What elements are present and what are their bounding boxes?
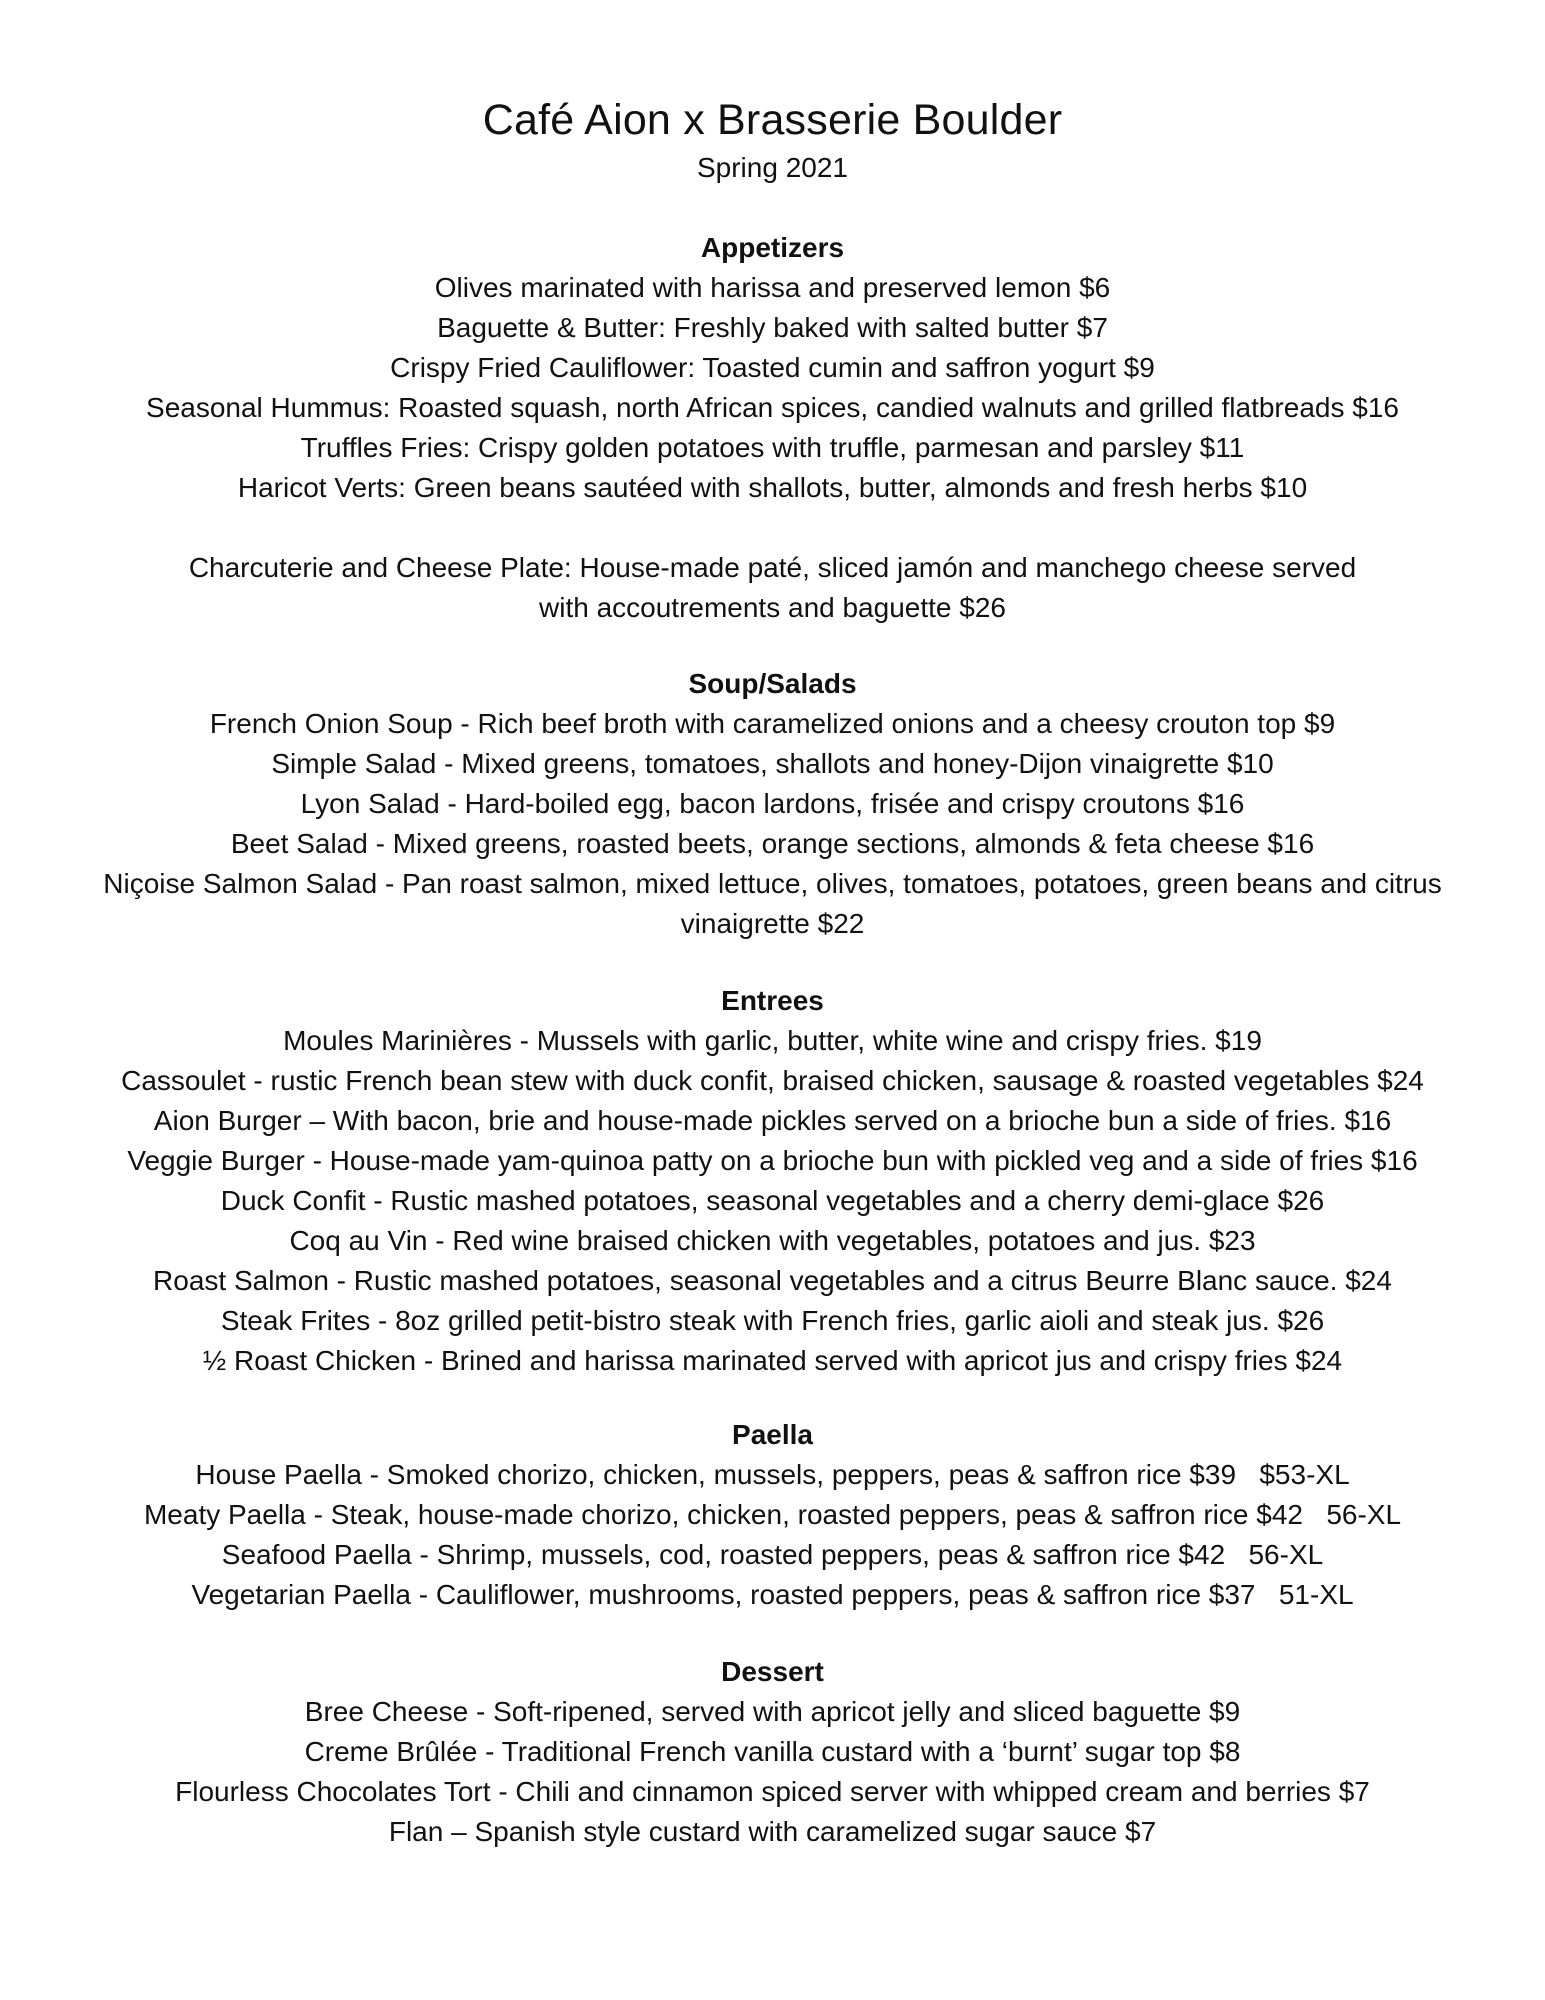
menu-item: Crispy Fried Cauliflower: Toasted cumin and saffron yogurt $9 [390,352,1155,383]
menu-item: Coq au Vin - Red wine braised chicken with vegetables, potatoes and jus. $23 [289,1225,1256,1256]
menu-item: Creme Brûlée - Traditional French vanilla custard with a ‘burnt’ sugar top $8 [304,1736,1241,1767]
section-paella [0,1415,1545,1615]
section-appetizers [0,228,1545,628]
menu-item: French Onion Soup - Rich beef broth with caramelized onions and a cheesy crouton top $9 [209,708,1336,739]
menu-item: Baguette & Butter: Freshly baked with salted butter $7 [437,312,1108,343]
soup-salads-list [0,704,1545,944]
section-dessert [0,1652,1545,1852]
menu-item: Steak Frites - 8oz grilled petit-bistro steak with French fries, garlic aioli and steak jus. $26 [220,1305,1325,1336]
menu-item: Flourless Chocolates Tort - Chili and cinnamon spiced server with whipped cream and berries $7 [175,1776,1370,1807]
section-heading-dessert: Dessert [721,1656,824,1687]
menu-item: Bree Cheese - Soft-ripened, served with apricot jelly and sliced baguette $9 [304,1696,1241,1727]
menu-item: Vegetarian Paella - Cauliflower, mushrooms, roasted peppers, peas & saffron rice $37 51-XL [191,1579,1354,1610]
menu-item: Niçoise Salmon Salad - Pan roast salmon, mixed lettuce, olives, tomatoes, potatoes, green beans and citrus vinaigrette $22 [103,868,1442,939]
menu-item: Simple Salad - Mixed greens, tomatoes, shallots and honey-Dijon vinaigrette $10 [271,748,1274,779]
menu-item: Moules Marinières - Mussels with garlic, butter, white wine and crispy fries. $19 [283,1025,1262,1056]
menu-item: Truffles Fries: Crispy golden potatoes with truffle, parmesan and parsley $11 [300,432,1245,463]
menu-season: Spring 2021 [696,152,848,183]
menu-item: Meaty Paella - Steak, house-made chorizo, chicken, roasted peppers, peas & saffron rice $42 56-XL [143,1499,1402,1530]
menu-item: Veggie Burger - House-made yam-quinoa patty on a brioche bun with pickled veg and a side of fries $16 [127,1145,1418,1176]
menu-item: Seasonal Hummus: Roasted squash, north African spices, candied walnuts and grilled flatbreads $16 [146,392,1399,423]
section-entrees [0,981,1545,1381]
menu-item: Cassoulet - rustic French bean stew with duck confit, braised chicken, sausage & roasted vegetables $24 [121,1065,1424,1096]
section-heading-appetizers: Appetizers [700,232,845,263]
menu-item: Charcuterie and Cheese Plate: House-made paté, sliced jamón and manchego cheese served with accoutrements and baguette $26 [188,552,1357,623]
entrees-list [0,1021,1545,1381]
section-soup-salads [0,664,1545,944]
menu-item: Lyon Salad - Hard-boiled egg, bacon lardons, frisée and crispy croutons $16 [300,788,1245,819]
menu-item: Duck Confit - Rustic mashed potatoes, seasonal vegetables and a cherry demi-glace $26 [220,1185,1325,1216]
menu-item: House Paella - Smoked chorizo, chicken, mussels, peppers, peas & saffron rice $39 $53-XL [195,1459,1350,1490]
menu-item: Olives marinated with harissa and preserved lemon $6 [434,272,1111,303]
appetizers-list [0,268,1545,628]
dessert-list [0,1692,1545,1852]
section-heading-paella: Paella [732,1419,813,1450]
menu-title: Café Aion x Brasserie Boulder [482,96,1063,144]
menu-item: Haricot Verts: Green beans sautéed with shallots, butter, almonds and fresh herbs $10 [237,472,1308,503]
paella-list [0,1455,1545,1615]
menu-item: Aion Burger – With bacon, brie and house-made pickles served on a brioche bun a side of fries. $16 [153,1105,1392,1136]
menu-item: Roast Salmon - Rustic mashed potatoes, seasonal vegetables and a citrus Beurre Blanc sauce. $24 [153,1265,1392,1296]
menu-item: Seafood Paella - Shrimp, mussels, cod, roasted peppers, peas & saffron rice $42 56-XL [221,1539,1324,1570]
menu-item: ½ Roast Chicken - Brined and harissa marinated served with apricot jus and crispy fries $24 [202,1345,1343,1376]
menu-item: Beet Salad - Mixed greens, roasted beets, orange sections, almonds & feta cheese $16 [230,828,1315,859]
menu-item: Flan – Spanish style custard with caramelized sugar sauce $7 [388,1816,1157,1847]
section-heading-soup-salads: Soup/Salads [688,668,857,699]
section-heading-entrees: Entrees [721,985,824,1016]
